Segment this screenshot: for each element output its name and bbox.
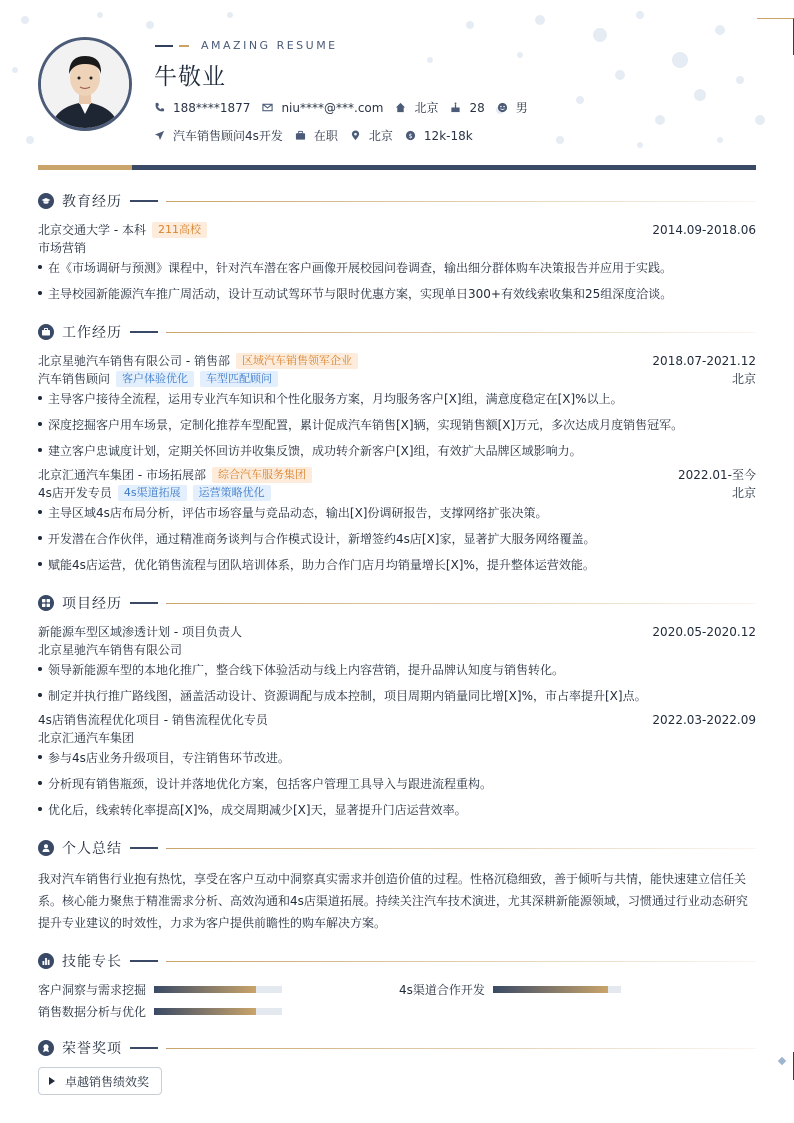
skill-name: 4s渠道合作开发: [399, 983, 485, 997]
skill-item: [38, 1003, 282, 1020]
work-date: 2022.01-至今: [678, 468, 756, 482]
section-title: 工作经历: [62, 325, 122, 341]
diamond-icon: [778, 1057, 786, 1065]
grid-icon: [38, 595, 54, 611]
section-title: 教育经历: [62, 194, 122, 210]
user-icon: [38, 840, 54, 856]
list-item: 深度挖掘客户用车场景，定制化推荐车型配置，累计促成汽车销售[X]辆，实现销售额[X]万元，多次达成月度销售冠军。: [38, 416, 756, 433]
project-date: 2020.05-2020.12: [652, 624, 756, 639]
city-item: [395, 99, 438, 116]
skill-tag: 车型匹配顾问: [200, 371, 278, 387]
briefcase-icon: [38, 324, 54, 340]
list-item: 赋能4s店运营，优化销售流程与团队培训体系，助力合作门店月均销量增长[X]%，提升整体运营效能。: [38, 556, 756, 573]
skill-bar: [493, 986, 621, 993]
salary: 12k-18k: [423, 128, 473, 143]
gender-item: [497, 99, 528, 116]
section-title: 个人总结: [62, 841, 122, 857]
email: niu****@***.com: [281, 100, 384, 115]
section-title: 荣誉奖项: [62, 1041, 122, 1057]
phone: 188****1877: [173, 100, 251, 115]
list-item: 开发潜在合作伙伴，通过精准商务谈判与合作模式设计，新增签约4s店[X]家，显著扩大服务网络覆盖。: [38, 530, 756, 547]
section-header-work: [38, 322, 756, 342]
skill-name: 客户洞察与需求挖掘: [38, 983, 147, 997]
target-job-item: [154, 127, 283, 144]
work-date: 2018.07-2021.12: [652, 353, 756, 368]
list-item: 建立客户忠诚度计划，定期关怀回访并收集反馈，成功转介新客户[X]组，有效扩大品牌区域影响力。: [38, 442, 756, 459]
location-pin-icon: [350, 130, 361, 141]
header-divider: [38, 165, 756, 170]
company-tag: 综合汽车服务集团: [212, 467, 312, 483]
project-header: [38, 623, 756, 640]
list-item: 主导客户接待全流程，运用专业汽车知识和个性化服务方案，月均服务客户[X]组，满意度稳定在[X]%以上。: [38, 390, 756, 407]
list-item: 领导新能源车型的本地化推广，整合线下体验活动与线上内容营销，提升品牌认知度与销售转化。: [38, 661, 756, 678]
list-item: 主导区域4s店布局分析，评估市场容量与竞品动态，输出[X]份调研报告，支撑网络扩张决策。: [38, 504, 756, 521]
project-header: [38, 711, 756, 728]
phone-icon: [154, 102, 165, 113]
school-name: 北京交通大学 - 本科: [38, 223, 146, 237]
list-item: 主导校园新能源汽车推广周活动，设计互动试驾环节与限时优惠方案，实现单日300+有效线索收集和25组深度洽谈。: [38, 285, 756, 302]
job-status: 在职: [313, 129, 338, 143]
company-name: 北京汇通汽车集团 - 市场拓展部: [38, 468, 206, 482]
age: 28: [469, 100, 485, 115]
award-name: 卓越销售绩效奖: [65, 1074, 150, 1089]
corner-decoration-top: [757, 18, 794, 55]
award-icon: [38, 1040, 54, 1056]
work-position-row: [38, 484, 756, 501]
svg-text:$: $: [408, 131, 413, 140]
corner-decoration-bottom: [765, 1052, 794, 1080]
play-icon: [49, 1077, 55, 1085]
age-item: [450, 101, 484, 115]
project-title: 新能源车型区域渗透计划 - 项目负责人: [38, 625, 242, 639]
list-item: 优化后，线索转化率提高[X]%，成交周期减少[X]天，显著提升门店运营效率。: [38, 801, 756, 818]
section-header-education: [38, 191, 756, 211]
skill-tag: 4s渠道拓展: [118, 485, 187, 501]
project-company: 北京汇通汽车集团: [38, 731, 135, 745]
work-position-row: [38, 370, 756, 387]
position: 4s店开发专员: [38, 486, 112, 500]
project-company: 北京星驰汽车销售有限公司: [38, 643, 183, 657]
skill-bar: [154, 1008, 282, 1015]
skill-item: [399, 981, 621, 998]
list-item: 参与4s店业务升级项目，专注销售环节改进。: [38, 749, 756, 766]
email-item: [262, 101, 383, 115]
work-header: [38, 466, 756, 483]
graduation-cap-icon: [38, 193, 54, 209]
salary-item: [405, 129, 473, 143]
home-icon: [395, 102, 406, 113]
briefcase-icon: [295, 130, 306, 141]
education-header: [38, 221, 756, 238]
candidate-name: 牛敬业: [154, 64, 226, 90]
skill-tag: 运营策略优化: [193, 485, 271, 501]
skill-item: [38, 981, 282, 998]
avatar: [38, 37, 132, 131]
gender: 男: [515, 101, 528, 115]
skill-tag: 客户体验优化: [116, 371, 194, 387]
award-badge: [38, 1067, 162, 1095]
city: 北京: [414, 101, 439, 115]
major: 市场营销: [38, 241, 87, 255]
position: 汽车销售顾问: [38, 372, 111, 386]
bar-chart-icon: [38, 953, 54, 969]
cake-icon: [450, 102, 461, 113]
skill-bar: [154, 986, 282, 993]
section-header-skills: [38, 951, 756, 971]
money-icon: [405, 130, 416, 141]
mail-icon: [262, 102, 273, 113]
project-date: 2022.03-2022.09: [652, 712, 756, 727]
work-city: 北京: [731, 486, 756, 500]
work-city: 北京: [731, 372, 756, 386]
section-header-summary: [38, 838, 756, 858]
contact-info-row: [154, 99, 540, 116]
target-city-item: [350, 127, 393, 144]
section-title: 项目经历: [62, 596, 122, 612]
phone-item: [154, 101, 250, 115]
resume-tagline: AMAZING RESUME: [155, 39, 338, 52]
section-header-projects: [38, 593, 756, 613]
target-city: 北京: [368, 129, 393, 143]
section-header-honors: [38, 1038, 756, 1058]
project-title: 4s店销售流程优化项目 - 销售流程优化专员: [38, 713, 268, 727]
list-item: 分析现有销售瓶颈，设计并落地优化方案，包括客户管理工具导入与跟进流程重构。: [38, 775, 756, 792]
status-item: [295, 127, 338, 144]
job-intent-row: [154, 127, 485, 144]
smile-icon: [497, 102, 508, 113]
work-header: [38, 352, 756, 369]
company-tag: 区域汽车销售领军企业: [236, 353, 358, 369]
list-item: 在《市场调研与预测》课程中，针对汽车潜在客户画像开展校园问卷调查，输出细分群体购车决策报告并应用于实践。: [38, 259, 756, 276]
education-date: 2014.09-2018.06: [652, 222, 756, 237]
summary-text: 我对汽车销售行业抱有热忱，享受在客户互动中洞察真实需求并创造价值的过程。性格沉稳细致，善于倾听与共情，能快速建立信任关系。核心能力聚焦于精准需求分析、高效沟通和4s店渠道拓展。持续关注汽车技术演进，尤其深耕新能源领域，习惯通过行业动态研究提升专业建议的时效性，力求为客户提供前瞻性的购车解决方案。: [38, 872, 748, 930]
skill-name: 销售数据分析与优化: [38, 1005, 147, 1019]
school-tag: 211高校: [152, 222, 207, 238]
target-job: 汽车销售顾问4s开发: [173, 129, 283, 143]
company-name: 北京星驰汽车销售有限公司 - 销售部: [38, 354, 230, 368]
list-item: 制定并执行推广路线图，涵盖活动设计、资源调配与成本控制，项目周期内销量同比增[X]%，市占率提升[X]点。: [38, 687, 756, 704]
section-title: 技能专长: [62, 954, 122, 970]
send-icon: [154, 130, 165, 141]
